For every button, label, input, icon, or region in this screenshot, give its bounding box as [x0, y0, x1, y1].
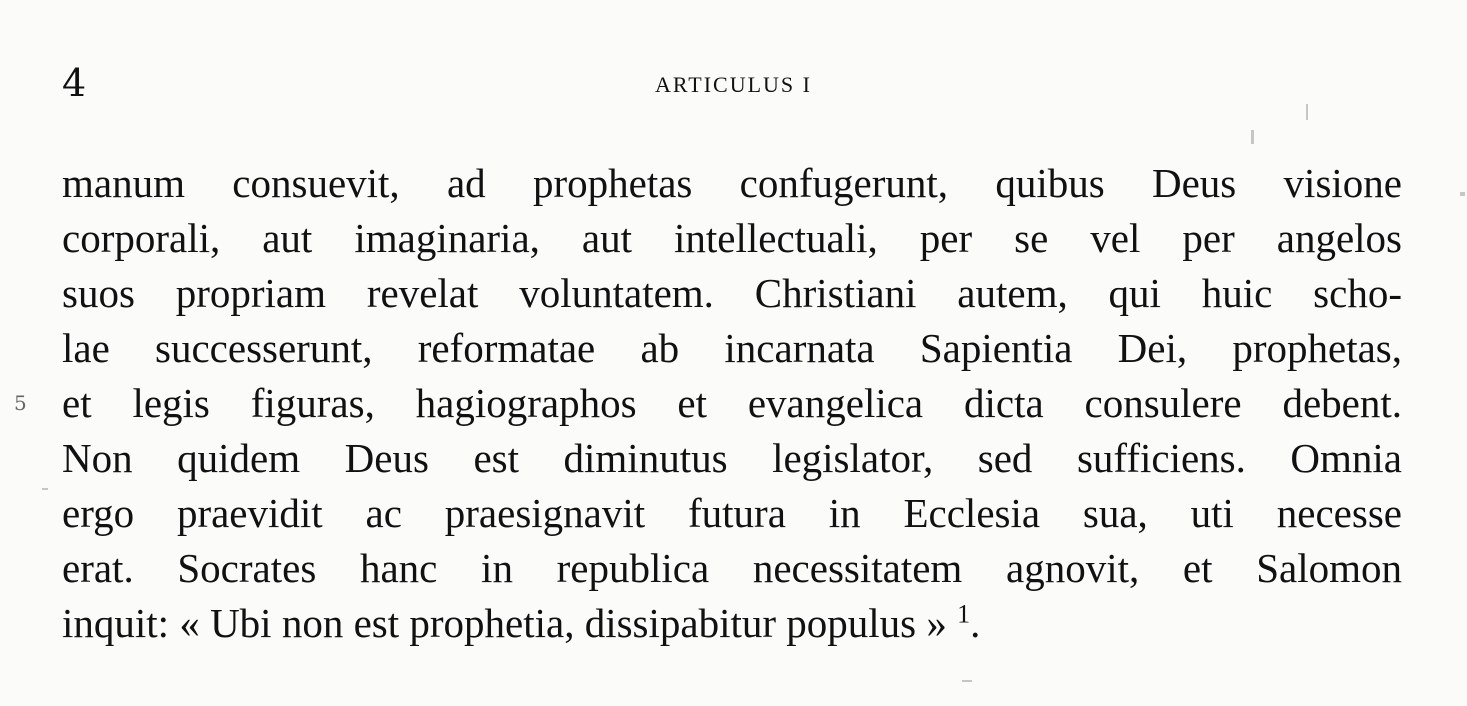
page-number: 4: [62, 61, 87, 105]
text-line: ergo praevidit ac praesignavit futura in Ecclesia sua, uti necesse: [62, 490, 1402, 536]
margin-line-number: 5: [14, 391, 27, 415]
scan-speck: [1460, 192, 1465, 196]
footnote-marker: 1: [957, 599, 971, 629]
running-title: ARTICULUS I: [655, 72, 812, 97]
last-line-text: inquit: « Ubi non est prophetia, dissipabitur populus »: [62, 600, 947, 646]
text-line: manum consuevit, ad prophetas confugerunt, quibus Deus visione: [62, 160, 1402, 206]
scan-speck: [962, 680, 972, 682]
scan-speck: [1306, 104, 1308, 120]
scan-speck: [1251, 130, 1254, 144]
last-line-end: .: [970, 600, 981, 646]
text-line: et legis figuras, hagiographos et evangelica dicta consulere debent.: [62, 380, 1402, 426]
text-line: erat. Socrates hanc in republica necessitatem agnovit, et Salomon: [62, 545, 1402, 591]
text-line: Non quidem Deus est diminutus legislator, sed sufficiens. Omnia: [62, 435, 1402, 481]
body-text: [62, 156, 1402, 651]
text-line: corporali, aut imaginaria, aut intellectuali, per se vel per angelos: [62, 215, 1402, 261]
text-line: suos propriam revelat voluntatem. Christiani autem, qui huic scho-: [62, 270, 1402, 316]
text-line: lae successerunt, reformatae ab incarnata Sapientia Dei, prophetas,: [62, 325, 1402, 371]
text-line-last: [62, 596, 1402, 651]
scan-speck: [42, 488, 48, 490]
